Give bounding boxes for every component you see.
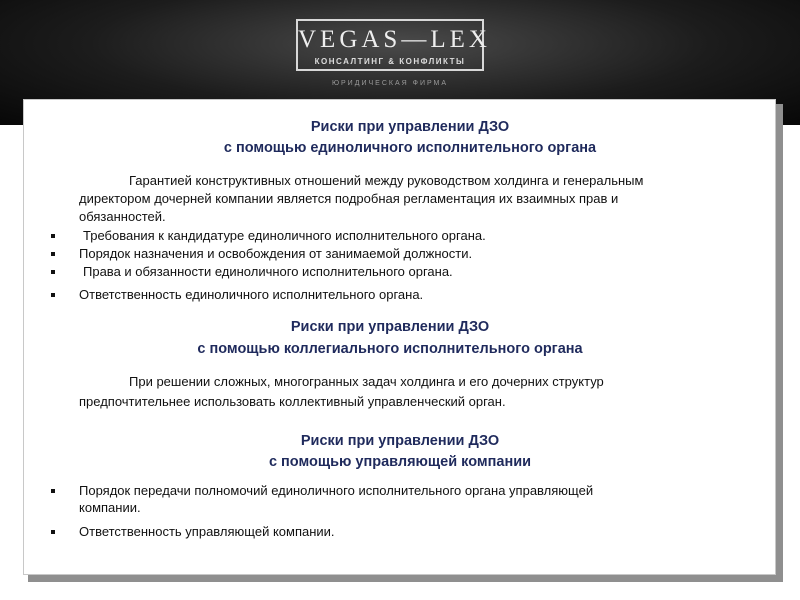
section3-bullet-1-line1: Порядок передачи полномочий единоличного исполнительного органа управляющей — [79, 483, 594, 498]
section2-title-line1: Риски при управлении ДЗО — [290, 319, 490, 335]
section3-bullet-1-line2: компании. — [79, 500, 141, 515]
logo-tagline: ЮРИДИЧЕСКАЯ ФИРМА — [331, 80, 449, 87]
section2-title-line2: с помощью коллегиального исполнительного органа — [197, 341, 583, 357]
logo-name: VEGAS—LEX — [298, 26, 491, 53]
bullet-marker — [51, 234, 55, 238]
section1-bullet-4: Ответственность единоличного исполнительного органа. — [79, 287, 424, 302]
section2-paragraph-line1: При решении сложных, многогранных задач холдинга и его дочерних структур — [129, 374, 604, 389]
section3-title-line1: Риски при управлении ДЗО — [300, 433, 500, 449]
bullet-marker — [51, 252, 55, 256]
section3-bullet-2: Ответственность управляющей компании. — [79, 524, 335, 539]
logo-subtitle: КОНСАЛТИНГ & КОНФЛИКТЫ — [314, 57, 466, 66]
section1-bullet-1: Требования к кандидатуре единоличного исполнительного органа. — [83, 228, 486, 243]
section2-paragraph-line2: предпочтительнее использовать коллективный управленческий орган. — [79, 394, 506, 409]
section1-paragraph-line2: директором дочерней компании является подробная регламентация их взаимных прав и — [79, 191, 619, 206]
section1-paragraph-line3: обязанностей. — [79, 209, 166, 224]
section1-title-line2: с помощью единоличного исполнительного органа — [223, 140, 597, 156]
bullet-marker — [51, 530, 55, 534]
company-logo — [296, 19, 491, 71]
bullet-marker — [51, 293, 55, 297]
bullet-marker — [51, 270, 55, 274]
section1-paragraph-line1: Гарантией конструктивных отношений между руководством холдинга и генеральным — [129, 173, 644, 188]
bullet-marker — [51, 489, 55, 493]
section1-title-line1: Риски при управлении ДЗО — [310, 119, 510, 135]
section3-title-line2: с помощью управляющей компании — [268, 454, 532, 470]
section1-bullet-2: Порядок назначения и освобождения от занимаемой должности. — [79, 246, 473, 261]
section1-bullet-3: Права и обязанности единоличного исполнительного органа. — [83, 264, 453, 279]
